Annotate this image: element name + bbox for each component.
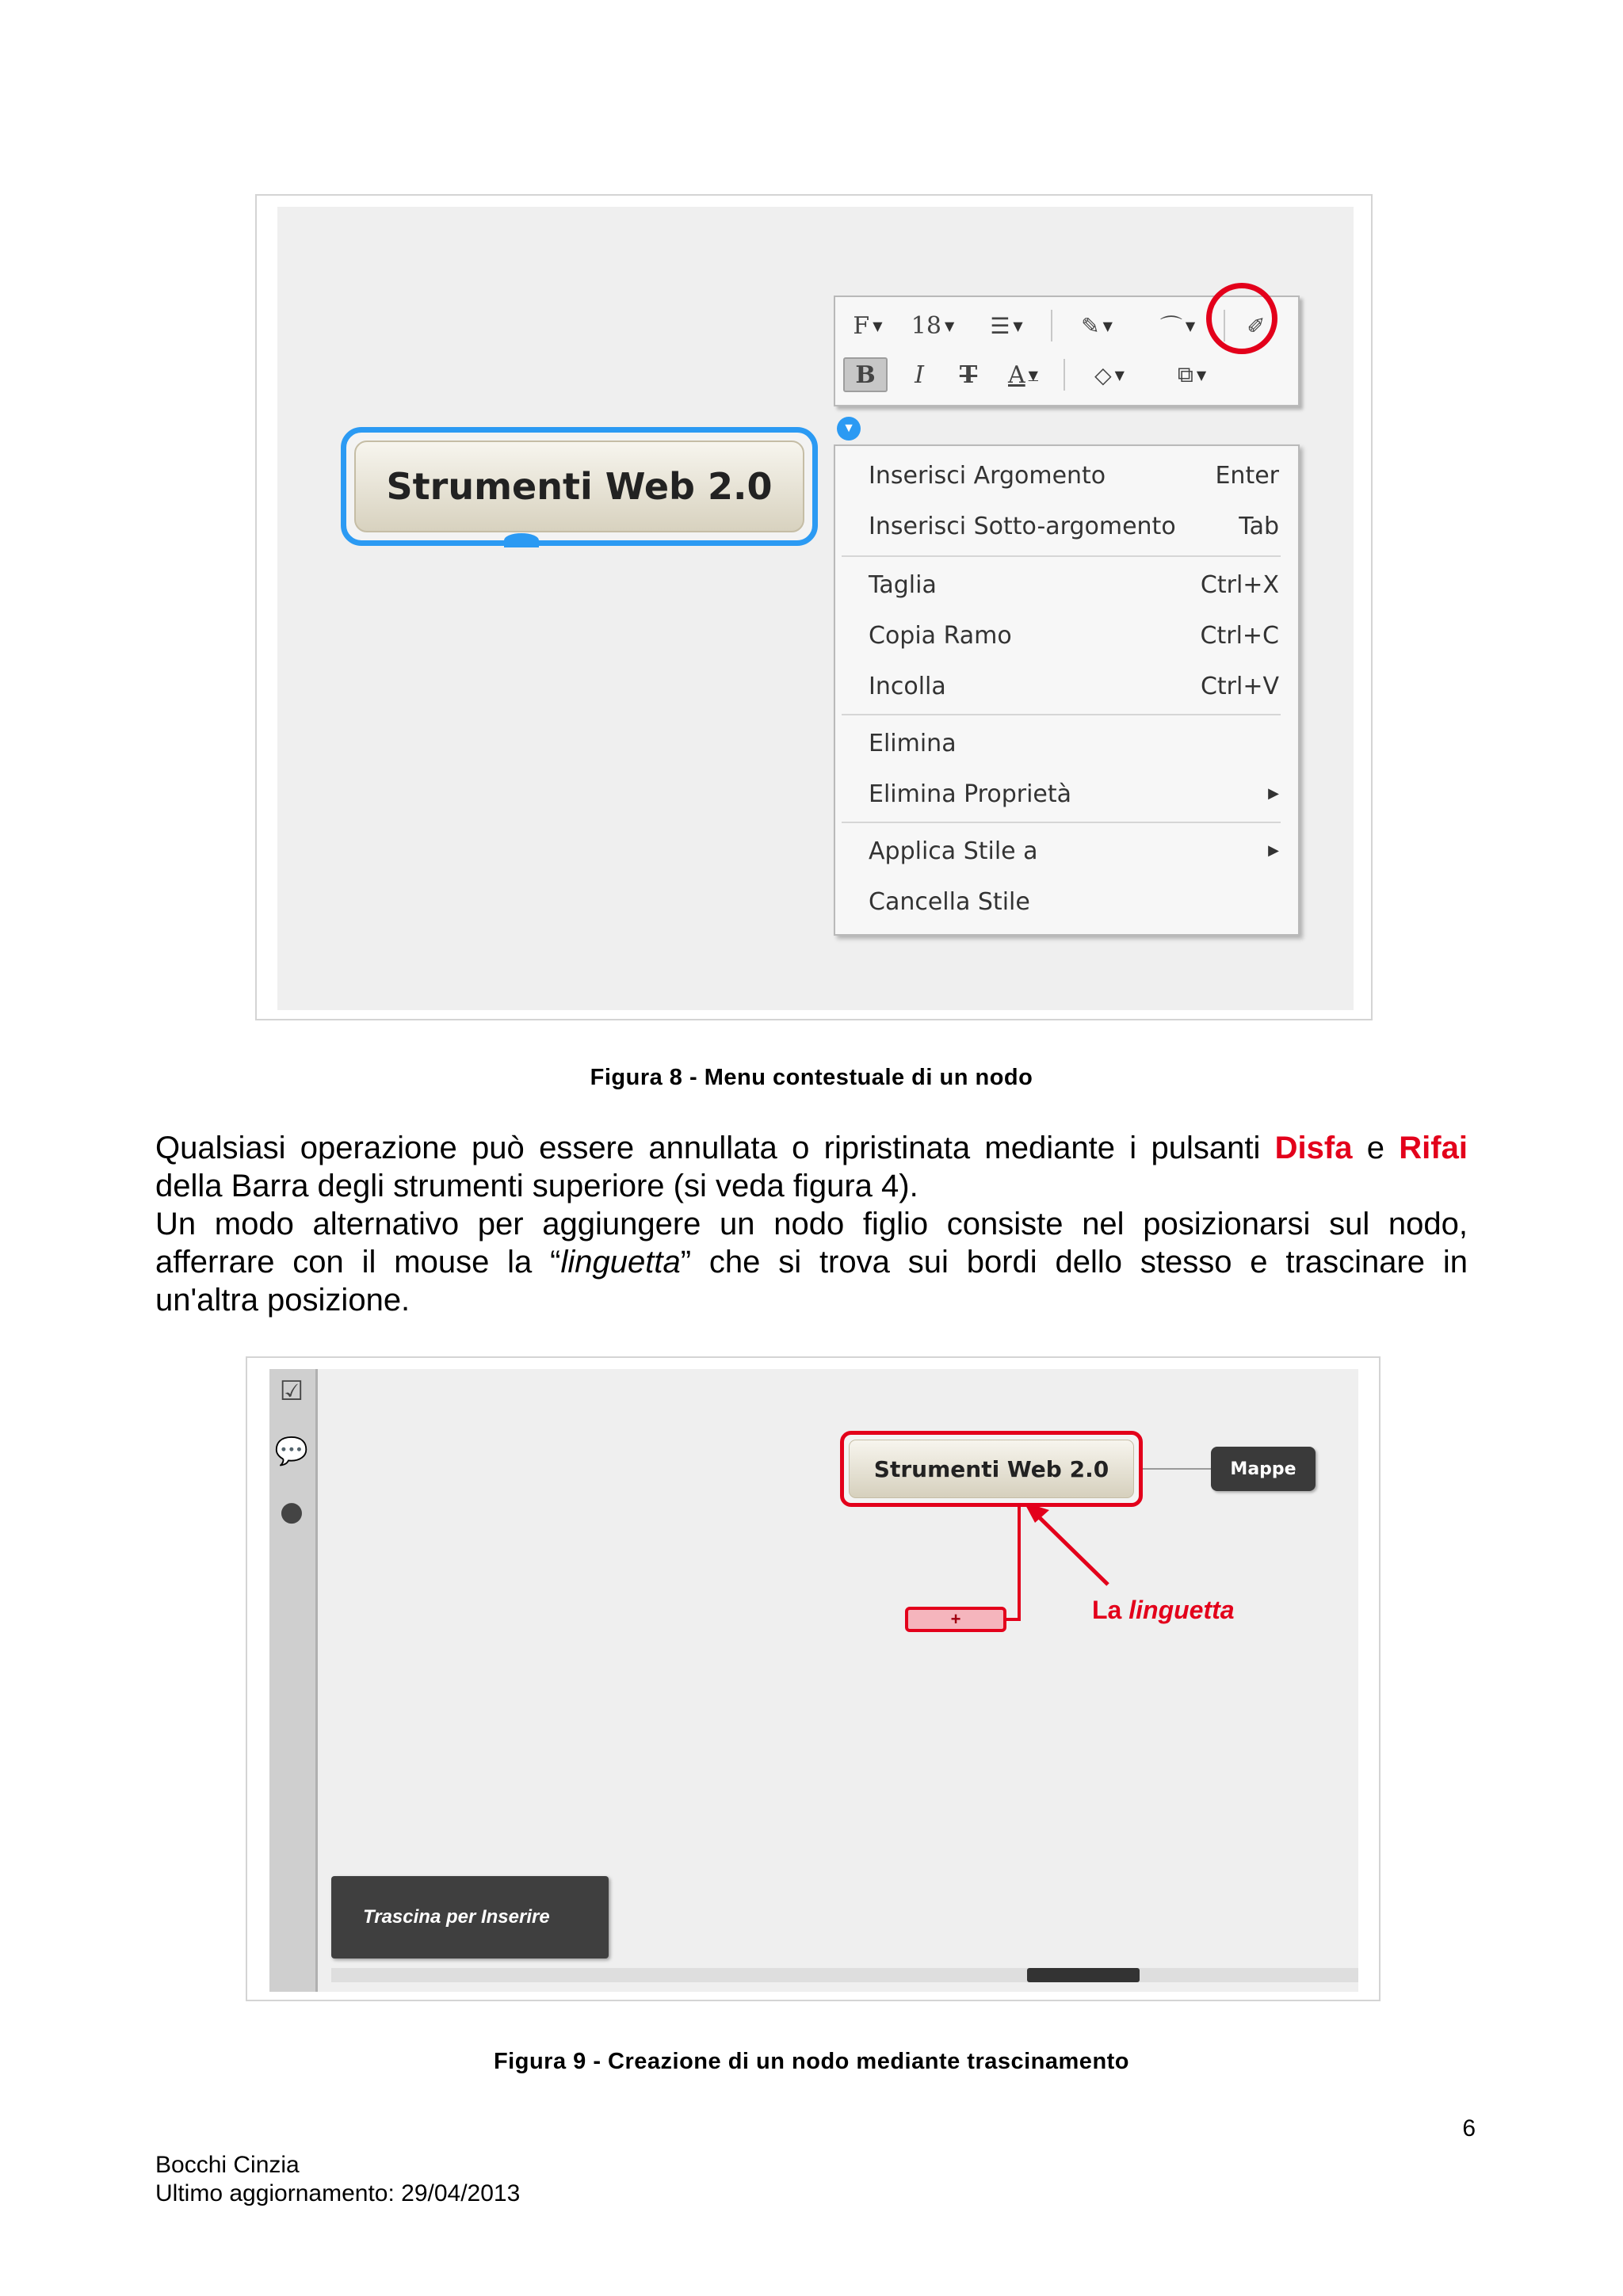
horizontal-scrollbar[interactable]: [331, 1968, 1358, 1982]
curve-icon: ⌒: [1159, 314, 1182, 340]
child-node-mappe[interactable]: Mappe: [1211, 1447, 1316, 1491]
figure-8-caption: Figura 8 - Menu contestuale di un nodo: [590, 1065, 1033, 1090]
align-icon: ☰: [990, 312, 1010, 339]
menu-item-delete[interactable]: Elimina: [869, 730, 957, 757]
menu-item-insert-topic[interactable]: Inserisci Argomento Enter: [869, 462, 1279, 490]
node-drag-tab[interactable]: [504, 533, 539, 547]
menu-item-cut[interactable]: Taglia Ctrl+X: [869, 571, 1279, 599]
strikethrough-button[interactable]: T: [959, 360, 978, 389]
menu-item-delete-properties[interactable]: Elimina Proprietà ▶: [869, 780, 1279, 808]
highlight-circle: [1206, 283, 1277, 354]
lightbulb-icon[interactable]: ●: [280, 1496, 304, 1527]
italic-button[interactable]: I: [915, 360, 924, 389]
node-label: Strumenti Web 2.0: [354, 441, 804, 532]
font-size-dropdown[interactable]: 18 ▼: [911, 311, 955, 340]
bold-button[interactable]: B: [843, 357, 888, 392]
undo-label: Disfa: [1274, 1131, 1353, 1165]
fill-color-dropdown[interactable]: ◇ ▼: [1094, 361, 1125, 388]
menu-item-insert-subtopic[interactable]: Inserisci Sotto-argomento Tab: [869, 513, 1279, 540]
text-color-dropdown[interactable]: A ▼: [1008, 360, 1038, 389]
annotation-label: La linguetta: [1092, 1596, 1235, 1624]
scrollbar-thumb[interactable]: [1027, 1968, 1140, 1982]
menu-item-copy-branch[interactable]: Copia Ramo Ctrl+C: [869, 622, 1279, 650]
footer-author: Bocchi Cinzia: [155, 2152, 300, 2178]
new-node-placeholder[interactable]: +: [905, 1607, 1006, 1632]
notes-icon[interactable]: ☑: [279, 1375, 304, 1407]
brush-icon: ✐: [1247, 312, 1266, 339]
mindmap-canvas: [277, 207, 1354, 1010]
menu-item-paste[interactable]: Incolla Ctrl+V: [869, 673, 1279, 700]
paint-bucket-icon: ◇: [1094, 361, 1112, 388]
page-number: 6: [1462, 2115, 1476, 2142]
node-menu-toggle-icon[interactable]: ▼: [837, 417, 861, 441]
redo-label: Rifai: [1399, 1131, 1468, 1165]
pencil-icon: ✎: [1081, 312, 1100, 339]
figure-8: [255, 194, 1373, 1020]
central-topic-node[interactable]: [840, 1431, 1143, 1507]
submenu-arrow-icon: ▶: [1268, 785, 1279, 802]
menu-item-apply-style[interactable]: Applica Stile a ▶: [869, 837, 1279, 865]
menu-item-clear-style[interactable]: Cancella Stile: [869, 888, 1030, 916]
figure-9-caption: Figura 9 - Creazione di un nodo mediante trascinamento: [493, 2049, 1130, 2074]
node-label: Strumenti Web 2.0: [849, 1440, 1134, 1498]
selected-topic-node[interactable]: [341, 427, 818, 546]
body-paragraph: Qualsiasi operazione può essere annullata o ripristinata mediante i pulsanti Disfa e Rifai della Barra degli strumenti superiore (si veda figura 4). Un modo alternativo per aggiungere un nodo figlio consiste nel posizionarsi sul nodo, afferrare con il mouse la “linguetta” che si trova sui bordi dello stesso e trascinare in un'altra posizione.: [155, 1131, 1468, 1318]
line-shape-dropdown[interactable]: ⌒ ▼: [1146, 308, 1209, 343]
line-color-dropdown[interactable]: ✎ ▼: [1081, 312, 1113, 339]
comments-icon[interactable]: 💬: [274, 1436, 309, 1467]
submenu-arrow-icon: ▶: [1268, 842, 1279, 859]
shape-icon: ⧉: [1177, 361, 1193, 387]
font-family-dropdown[interactable]: F ▼: [853, 311, 883, 340]
drag-to-insert-tooltip: Trascina per Inserire: [331, 1876, 609, 1958]
context-menu: [834, 444, 1300, 936]
figure-9: [246, 1356, 1381, 2001]
node-shape-dropdown[interactable]: ⧉ ▼: [1177, 361, 1207, 387]
footer-updated: Ultimo aggiornamento: 29/04/2013: [155, 2180, 521, 2206]
align-dropdown[interactable]: ☰ ▼: [990, 312, 1023, 339]
mindmap-canvas: [269, 1369, 1358, 1992]
